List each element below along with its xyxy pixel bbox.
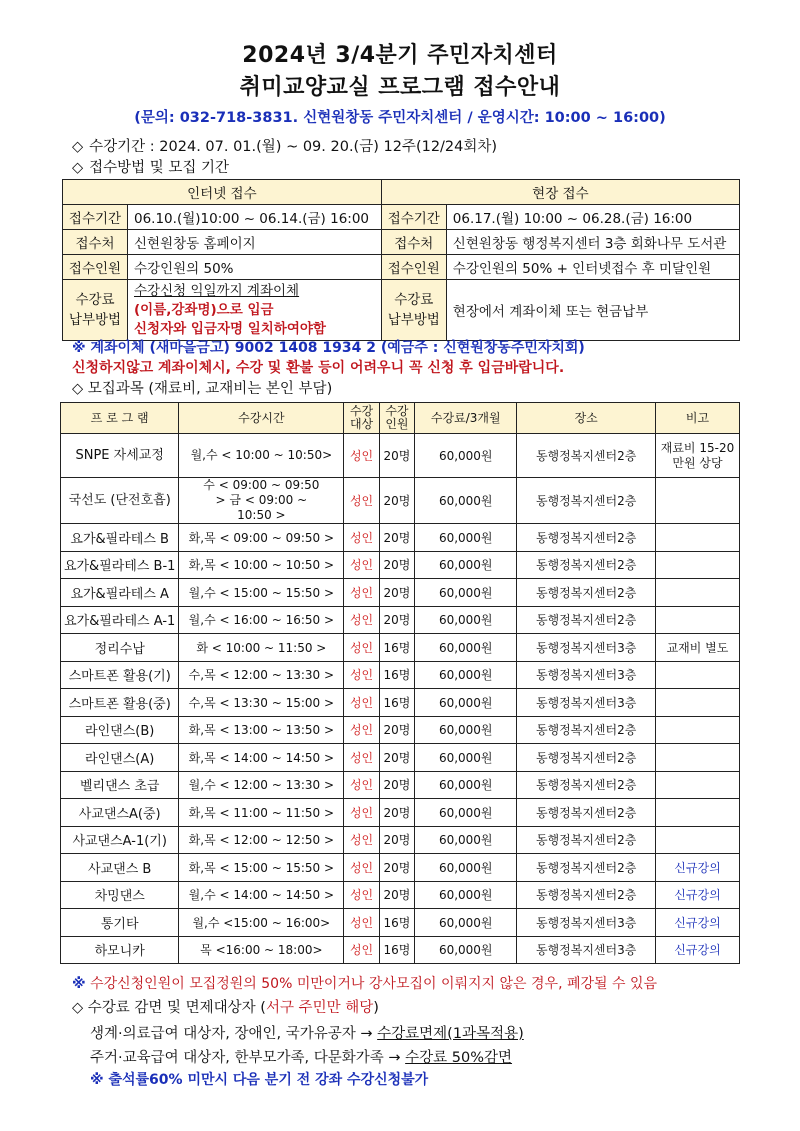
half-line	[90, 1046, 512, 1067]
cell-note: 교재비 별도	[655, 634, 739, 662]
fee-label	[381, 280, 446, 341]
cell-fee: 60,000원	[415, 634, 517, 662]
cell-fee: 60,000원	[415, 579, 517, 607]
cell-fee: 60,000원	[415, 524, 517, 552]
half-text: 주거·교육급여 대상자, 한부모가족, 다문화가족 →	[90, 1050, 401, 1066]
cell-capacity: 20명	[379, 434, 414, 478]
cell-note	[655, 744, 739, 772]
onsite-fee: 현장에서 계좌이체 또는 현금납부	[446, 280, 739, 341]
exempt-text: 생계·의료급여 대상자, 장애인, 국가유공자 →	[90, 1026, 373, 1042]
cell-note	[655, 716, 739, 744]
cell-note	[655, 551, 739, 579]
header-target	[344, 403, 379, 434]
cell-program: 하모니카	[61, 936, 179, 964]
cell-place: 동행정복지센터2층	[517, 854, 656, 882]
table-row	[61, 716, 740, 744]
registration-row	[63, 255, 740, 280]
fee-label	[63, 280, 128, 341]
cancel-note-line	[72, 973, 657, 993]
course-period: 수강기간 : 2024. 07. 01.(월) ~ 09. 20.(금) 12주(12/24회차)	[89, 139, 498, 155]
cell-time: 수,목 < 12:00 ~ 13:30 >	[179, 661, 344, 689]
cell-time: 월,수 < 16:00 ~ 16:50 >	[179, 606, 344, 634]
cell-program: 스마트폰 활용(중)	[61, 689, 179, 717]
attendance-note: ※ 출석률60% 미만시 다음 분기 전 강좌 수강신청불가	[90, 1072, 429, 1088]
account-note: ※ 계좌이체 (새마을금고) 9002 1408 1934 2 (예금주 : 신현원창동주민자치회)	[72, 340, 585, 356]
row-label: 접수인원	[381, 255, 446, 280]
title-line-1: 2024년 3/4분기 주민자치센터	[242, 43, 558, 68]
header-target-1: 수강	[349, 404, 374, 418]
cell-capacity: 20명	[379, 551, 414, 579]
cell-target: 성인	[344, 881, 379, 909]
cell-fee: 60,000원	[415, 936, 517, 964]
table-row	[61, 881, 740, 909]
cell-place: 동행정복지센터2층	[517, 771, 656, 799]
cell-place: 동행정복지센터3층	[517, 689, 656, 717]
cell-time: 화,목 < 10:00 ~ 10:50 >	[179, 551, 344, 579]
half-result: 수강료 50%감면	[405, 1050, 513, 1066]
cell-time: 화 < 10:00 ~ 11:50 >	[179, 634, 344, 662]
table-row	[61, 478, 740, 524]
cell-note: 신규강의	[655, 881, 739, 909]
cell-target: 성인	[344, 579, 379, 607]
fee-label-2: 납부방법	[387, 312, 440, 328]
cell-program: 라인댄스(A)	[61, 744, 179, 772]
cell-target: 성인	[344, 661, 379, 689]
cell-program: 요가&필라테스 B-1	[61, 551, 179, 579]
cell-target: 성인	[344, 716, 379, 744]
header-target-2: 대상	[349, 417, 374, 431]
cell-capacity: 16명	[379, 936, 414, 964]
header-note: 비고	[655, 403, 739, 434]
cell-place: 동행정복지센터3층	[517, 634, 656, 662]
exempt-result: 수강료면제(1과목적용)	[377, 1026, 524, 1042]
cell-target: 성인	[344, 909, 379, 937]
cell-target: 성인	[344, 551, 379, 579]
cancel-note: 수강신청인원이 모집정원의 50% 미만이거나 강사모집이 이뤄지지 않은 경우, 폐강될 수 있음	[90, 976, 658, 992]
cell-program: 차밍댄스	[61, 881, 179, 909]
table-row	[61, 551, 740, 579]
table-row	[61, 634, 740, 662]
registration-row	[63, 230, 740, 255]
cell-note	[655, 606, 739, 634]
cell-capacity: 20명	[379, 771, 414, 799]
row-label: 접수처	[381, 230, 446, 255]
cell-note	[655, 524, 739, 552]
cell-time: 화,목 < 14:00 ~ 14:50 >	[179, 744, 344, 772]
row-label: 접수처	[63, 230, 128, 255]
onsite-header: 현장 접수	[381, 180, 739, 205]
cell-time: 목 <16:00 ~ 18:00>	[179, 936, 344, 964]
cell-target: 성인	[344, 634, 379, 662]
cell-capacity: 20명	[379, 606, 414, 634]
table-row	[61, 799, 740, 827]
cell-note: 신규강의	[655, 909, 739, 937]
cell-target: 성인	[344, 478, 379, 524]
cell-fee: 60,000원	[415, 551, 517, 579]
cell-target: 성인	[344, 799, 379, 827]
header-capacity-1: 수강	[385, 404, 409, 418]
cell-note	[655, 661, 739, 689]
table-row	[61, 936, 740, 964]
cell-note: 신규강의	[655, 936, 739, 964]
discount-title-red: 서구 주민만 해당	[265, 1000, 374, 1016]
table-row	[61, 771, 740, 799]
cell-place: 동행정복지센터2층	[517, 579, 656, 607]
cell-time: 화,목 < 11:00 ~ 11:50 >	[179, 799, 344, 827]
cell-place: 동행정복지센터2층	[517, 799, 656, 827]
cell-note	[655, 579, 739, 607]
online-value: 수강인원의 50%	[128, 255, 382, 280]
online-header: 인터넷 접수	[63, 180, 382, 205]
header-time: 수강시간	[179, 403, 344, 434]
cell-time: 수 < 09:00 ~ 09:50 > 금 < 09:00 ~ 10:50 >	[179, 478, 344, 524]
table-row	[61, 606, 740, 634]
note-mark: ※	[72, 976, 86, 992]
cell-time: 월,수 <15:00 ~ 16:00>	[179, 909, 344, 937]
method-title-line	[72, 156, 229, 177]
discount-title-line	[72, 996, 379, 1017]
row-label: 접수기간	[381, 205, 446, 230]
cell-target: 성인	[344, 689, 379, 717]
cell-capacity: 20명	[379, 524, 414, 552]
cell-time: 화,목 < 15:00 ~ 15:50 >	[179, 854, 344, 882]
cell-fee: 60,000원	[415, 826, 517, 854]
cell-note	[655, 799, 739, 827]
cell-capacity: 16명	[379, 689, 414, 717]
fee-label-1: 수강료	[75, 292, 115, 308]
cell-fee: 60,000원	[415, 799, 517, 827]
online-fee	[128, 280, 382, 341]
cell-target: 성인	[344, 936, 379, 964]
table-row	[61, 661, 740, 689]
cell-target: 성인	[344, 524, 379, 552]
cell-fee: 60,000원	[415, 434, 517, 478]
registration-row	[63, 205, 740, 230]
cell-place: 동행정복지센터2층	[517, 434, 656, 478]
table-row	[61, 579, 740, 607]
cell-note: 재료비 15-20만원 상당	[655, 434, 739, 478]
cell-capacity: 16명	[379, 634, 414, 662]
diamond-icon: ◇	[72, 160, 84, 176]
cell-program: 사교댄스A-1(기)	[61, 826, 179, 854]
cell-program: 요가&필라테스 A-1	[61, 606, 179, 634]
header-capacity	[379, 403, 414, 434]
diamond-icon: ◇	[72, 139, 84, 155]
cell-target: 성인	[344, 826, 379, 854]
cell-fee: 60,000원	[415, 661, 517, 689]
cell-capacity: 20명	[379, 716, 414, 744]
header-program: 프 로 그 램	[61, 403, 179, 434]
online-fee-line-3: 신청자와 입금자명 일치하여야함	[134, 320, 326, 337]
registration-row-fee	[63, 280, 740, 341]
exempt-line	[90, 1022, 524, 1043]
cell-program: 벨리댄스 초급	[61, 771, 179, 799]
cell-time: 월,수 < 10:00 ~ 10:50>	[179, 434, 344, 478]
cell-target: 성인	[344, 606, 379, 634]
cell-program: 국선도 (단전호흡)	[61, 478, 179, 524]
cell-capacity: 20명	[379, 826, 414, 854]
cell-capacity: 16명	[379, 909, 414, 937]
cell-program: 라인댄스(B)	[61, 716, 179, 744]
cell-fee: 60,000원	[415, 716, 517, 744]
cell-place: 동행정복지센터3층	[517, 661, 656, 689]
cell-time: 수,목 < 13:30 ~ 15:00 >	[179, 689, 344, 717]
cell-program: 정리수납	[61, 634, 179, 662]
cell-program: 요가&필라테스 B	[61, 524, 179, 552]
cell-fee: 60,000원	[415, 744, 517, 772]
cell-time: 화,목 < 09:00 ~ 09:50 >	[179, 524, 344, 552]
cell-program: SNPE 자세교정	[61, 434, 179, 478]
courses-title: ◇ 모집과목 (재료비, 교재비는 본인 부담)	[72, 381, 333, 397]
table-row	[61, 434, 740, 478]
table-row	[61, 909, 740, 937]
onsite-value: 수강인원의 50% + 인터넷접수 후 미달인원	[446, 255, 739, 280]
cell-capacity: 20명	[379, 744, 414, 772]
table-row	[61, 689, 740, 717]
cell-capacity: 20명	[379, 854, 414, 882]
cell-place: 동행정복지센터2층	[517, 716, 656, 744]
cell-time: 월,수 < 15:00 ~ 15:50 >	[179, 579, 344, 607]
cell-time: 월,수 < 12:00 ~ 13:30 >	[179, 771, 344, 799]
cell-place: 동행정복지센터2층	[517, 524, 656, 552]
title-line-2: 취미교양교실 프로그램 접수안내	[239, 75, 561, 100]
cell-capacity: 16명	[379, 661, 414, 689]
online-value: 신현원창동 홈페이지	[128, 230, 382, 255]
warning-note: 신청하지않고 계좌이체시, 수강 및 환불 등이 어려우니 꼭 신청 후 입금바랍니다.	[72, 360, 565, 376]
cell-capacity: 20명	[379, 579, 414, 607]
cell-target: 성인	[344, 744, 379, 772]
cell-place: 동행정복지센터3층	[517, 909, 656, 937]
cell-note: 신규강의	[655, 854, 739, 882]
cell-time: 화,목 < 12:00 ~ 12:50 >	[179, 826, 344, 854]
program-table	[60, 402, 740, 964]
registration-table	[62, 179, 740, 341]
cell-fee: 60,000원	[415, 909, 517, 937]
fee-label-1: 수강료	[394, 292, 434, 308]
cell-time: 월,수 < 14:00 ~ 14:50 >	[179, 881, 344, 909]
discount-title-end: )	[373, 1000, 379, 1016]
cell-place: 동행정복지센터2층	[517, 551, 656, 579]
cell-note	[655, 826, 739, 854]
table-row	[61, 744, 740, 772]
online-fee-line-2: (이름,강좌명)으로 입금	[134, 301, 274, 318]
cell-program: 사교댄스A(중)	[61, 799, 179, 827]
cell-place: 동행정복지센터2층	[517, 478, 656, 524]
program-table-header	[61, 403, 740, 434]
cell-place: 동행정복지센터3층	[517, 936, 656, 964]
cell-fee: 60,000원	[415, 478, 517, 524]
cell-note	[655, 771, 739, 799]
cell-fee: 60,000원	[415, 606, 517, 634]
header-fee: 수강료/3개월	[415, 403, 517, 434]
cell-place: 동행정복지센터2층	[517, 881, 656, 909]
row-label: 접수인원	[63, 255, 128, 280]
method-title: 접수방법 및 모집 기간	[89, 160, 230, 176]
cell-program: 스마트폰 활용(기)	[61, 661, 179, 689]
cell-time: 화,목 < 13:00 ~ 13:50 >	[179, 716, 344, 744]
cell-target: 성인	[344, 771, 379, 799]
cell-place: 동행정복지센터2층	[517, 744, 656, 772]
cell-program: 요가&필라테스 A	[61, 579, 179, 607]
cell-note	[655, 689, 739, 717]
cell-fee: 60,000원	[415, 881, 517, 909]
discount-title: ◇ 수강료 감면 및 면제대상자 (	[72, 1000, 266, 1016]
header-capacity-2: 인원	[385, 417, 409, 431]
course-period-line	[72, 135, 497, 156]
cell-capacity: 20명	[379, 478, 414, 524]
cell-target: 성인	[344, 434, 379, 478]
cell-capacity: 20명	[379, 799, 414, 827]
cell-program: 통기타	[61, 909, 179, 937]
row-label: 접수기간	[63, 205, 128, 230]
cell-fee: 60,000원	[415, 771, 517, 799]
online-fee-line-1: 수강신청 익일까지 계좌이체	[134, 282, 300, 299]
cell-target: 성인	[344, 854, 379, 882]
cell-place: 동행정복지센터2층	[517, 606, 656, 634]
header-place: 장소	[517, 403, 656, 434]
cell-capacity: 20명	[379, 881, 414, 909]
program-table-body	[61, 434, 740, 964]
contact-info: (문의: 032-718-3831. 신현원창동 주민자치센터 / 운영시간: 10:00 ~ 16:00)	[134, 110, 666, 126]
cell-fee: 60,000원	[415, 854, 517, 882]
onsite-value: 신현원창동 행정복지센터 3층 회화나무 도서관	[446, 230, 739, 255]
online-value: 06.10.(월)10:00 ~ 06.14.(금) 16:00	[128, 205, 382, 230]
table-row	[61, 826, 740, 854]
cell-program: 사교댄스 B	[61, 854, 179, 882]
cell-fee: 60,000원	[415, 689, 517, 717]
cell-place: 동행정복지센터2층	[517, 826, 656, 854]
onsite-value: 06.17.(월) 10:00 ~ 06.28.(금) 16:00	[446, 205, 739, 230]
fee-label-2: 납부방법	[68, 312, 122, 328]
cell-note	[655, 478, 739, 524]
table-row	[61, 854, 740, 882]
table-row	[61, 524, 740, 552]
